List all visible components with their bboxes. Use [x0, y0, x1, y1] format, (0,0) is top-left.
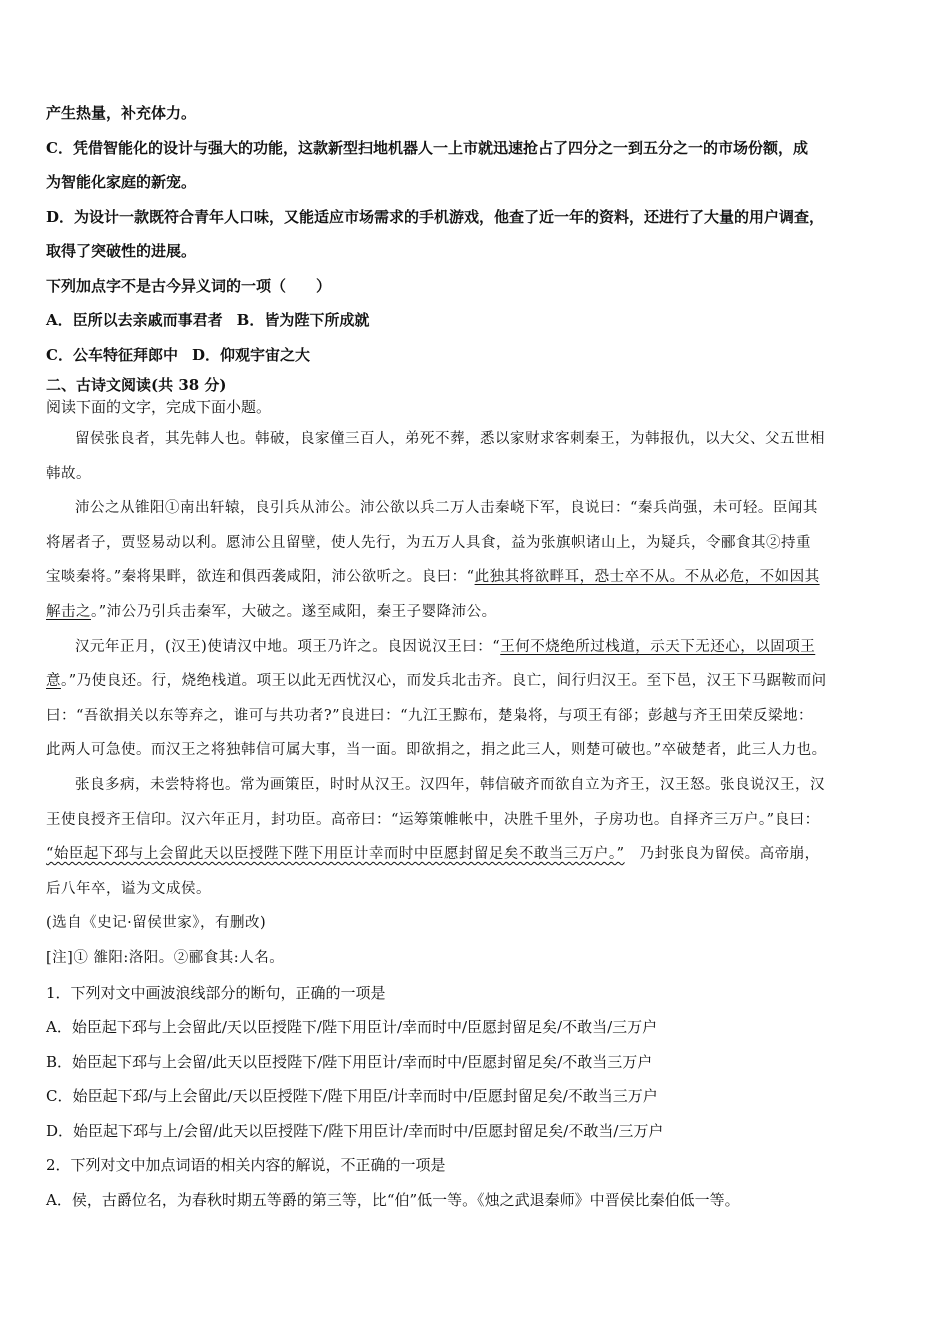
passage-p4-line-2: 王使良授齐王信印。汉六年正月，封功臣。高帝曰：“运筹策帷帐中，决胜千里外，子房功也。自择齐三万户。”良曰： [46, 811, 820, 828]
passage-note: [注]① 雒阳:洛阳。②郦食其:人名。 [46, 949, 285, 966]
passage-p3-line-4: 此两人可急使。而汉王之将独韩信可属大事，当一面。即欲捐之，捐之此三人，则楚可破也。”卒破楚者，此三人力也。 [46, 742, 827, 759]
underlined-sentence-1: 此独其将欲畔耳，恐士卒不从。不从必危，不如因其 [474, 569, 820, 586]
passage-p3-line-1: 汉元年正月，(汉王)使请汉中地。项王乃许之。良因说汉王曰：“王何不烧绝所过栈道，示天下无还心，以固项王 [75, 638, 816, 655]
passage-p4-line-3: “始臣起下邳与上会留此天以臣授陛下陛下用臣计幸而时中臣愿封留足矣不敢当三万户。” 乃封张良为留侯。高帝崩， [46, 846, 820, 863]
option-c: C．公车特征拜郎中 [46, 345, 178, 364]
question-title: 下列加点字不是古今异义词的一项（ ） [46, 276, 332, 295]
option-d-line-2: 取得了突破性的进展。 [46, 242, 197, 260]
passage-p1-line-2: 韩故。 [46, 465, 91, 482]
option-c-line-1: C．凭借智能化的设计与强大的功能，这款新型扫地机器人一上市就迅速抢占了四分之一到五分之一的市场份额，成 [46, 138, 808, 157]
passage-p1-line-1: 留侯张良者，其先韩人也。韩破，良家僮三百人，弟死不葬，悉以家财求客刺秦王，为韩报仇，以大父、父五世相 [75, 431, 825, 447]
option-c-continuation: 产生热量，补充体力。 [46, 104, 197, 122]
underlined-sentence-2-end: 意 [46, 673, 61, 690]
section-intro: 阅读下面的文字，完成下面小题。 [46, 398, 272, 416]
option-c-line-2: 为智能化家庭的新宠。 [46, 173, 197, 191]
passage-p2-line-4: 解击之。”沛公乃引兵击秦军，大破之。遂至咸阳，秦王子婴降沛公。 [46, 603, 497, 620]
option-d-line-1: D．为设计一款既符合青年人口味，又能适应市场需求的手机游戏，他查了近一年的资料，还进行了大量的用户调查， [46, 207, 825, 226]
options-row-ab [46, 303, 914, 338]
passage [46, 422, 914, 976]
underlined-sentence-2: 王何不烧绝所过栈道，示天下无还心，以固项王 [500, 638, 816, 655]
wavy-underlined-sentence: “始臣起下邳与上会留此天以臣授陛下陛下用臣计幸而时中臣愿封留足矣不敢当三万户。” [46, 846, 625, 863]
passage-p2-line-1: 沛公之从锥阳①南出轩辕，良引兵从沛公。沛公欲以兵二万人击秦峣下军，良说曰：“秦兵尚强，未可轻。臣闻其 [75, 500, 818, 517]
question-1-option-a: A．始臣起下邳与上会留此/天以臣授陛下/陛下用臣计/幸而时中/臣愿封留足矣/不敢当/三万户 [46, 1018, 658, 1036]
underlined-sentence-1-end: 解击之 [46, 603, 91, 620]
option-d: D．仰观宇宙之大 [191, 345, 310, 364]
document-page [46, 96, 914, 1217]
passage-p2-line-2: 将屠者子，贾竖易动以利。愿沛公且留壁，使人先行，为五万人具食，益为张旗帜诸山上，为疑兵，令郦食其②持重 [46, 534, 811, 551]
passage-p3-line-2: 意。”乃使良还。行，烧绝栈道。项王以此无西忧汉心，而发兵北击齐。良亡，间行归汉王。至下邑，汉王下马踞鞍而问 [46, 673, 827, 690]
option-b: B．皆为陛下所成就 [236, 311, 370, 329]
passage-source: (选自《史记·留侯世家》，有删改) [46, 915, 267, 932]
section-title: 二、古诗文阅读(共 38 分) [46, 376, 227, 394]
passage-p3-line-3: 曰：“吾欲捐关以东等弃之，谁可与共功者?”良进曰：“九江王黥布，楚枭将，与项王有郤；彭越与齐王田荣反梁地： [46, 707, 814, 724]
question-2-option-a: A．侯，古爵位名，为春秋时期五等爵的第三等，比“伯”低一等。《烛之武退秦师》中晋侯比秦伯低一等。 [46, 1190, 740, 1209]
option-a: A．臣所以去亲戚而事君者 [46, 311, 223, 329]
question-1: 1．下列对文中画波浪线部分的断句，正确的一项是 [46, 983, 386, 1002]
question-1-option-d: D．始臣起下邳与上/会留/此天以臣授陛下/陛下用臣计/幸而时中/臣愿封留足矣/不敢当/三万户 [46, 1121, 664, 1140]
question-1-option-b: B．始臣起下邳与上会留/此天以臣授陛下/陛下用臣计/幸而时中/臣愿封留足矣/不敢当三万户 [46, 1052, 653, 1071]
question-1-option-c: C．始臣起下邳/与上会留此/天以臣授陛下/陛下用臣/计幸而时中/臣愿封留足矣/不敢当三万户 [46, 1087, 658, 1105]
questions [46, 976, 914, 1218]
options-row-cd [46, 338, 914, 373]
question-2: 2．下列对文中加点词语的相关内容的解说，不正确的一项是 [46, 1156, 446, 1174]
passage-p2-line-3: 宝啖秦将。”秦将果畔，欲连和俱西袭咸阳，沛公欲听之。良曰：“此独其将欲畔耳，恐士卒不从。不从必危，不如因其 [46, 569, 820, 586]
passage-p4-line-4: 后八年卒，谥为文成侯。 [46, 880, 211, 897]
passage-p4-line-1: 张良多病，未尝特将也。常为画策臣，时时从汉王。汉四年，韩信破齐而欲自立为齐王，汉王怒。张良说汉王，汉 [75, 776, 825, 793]
